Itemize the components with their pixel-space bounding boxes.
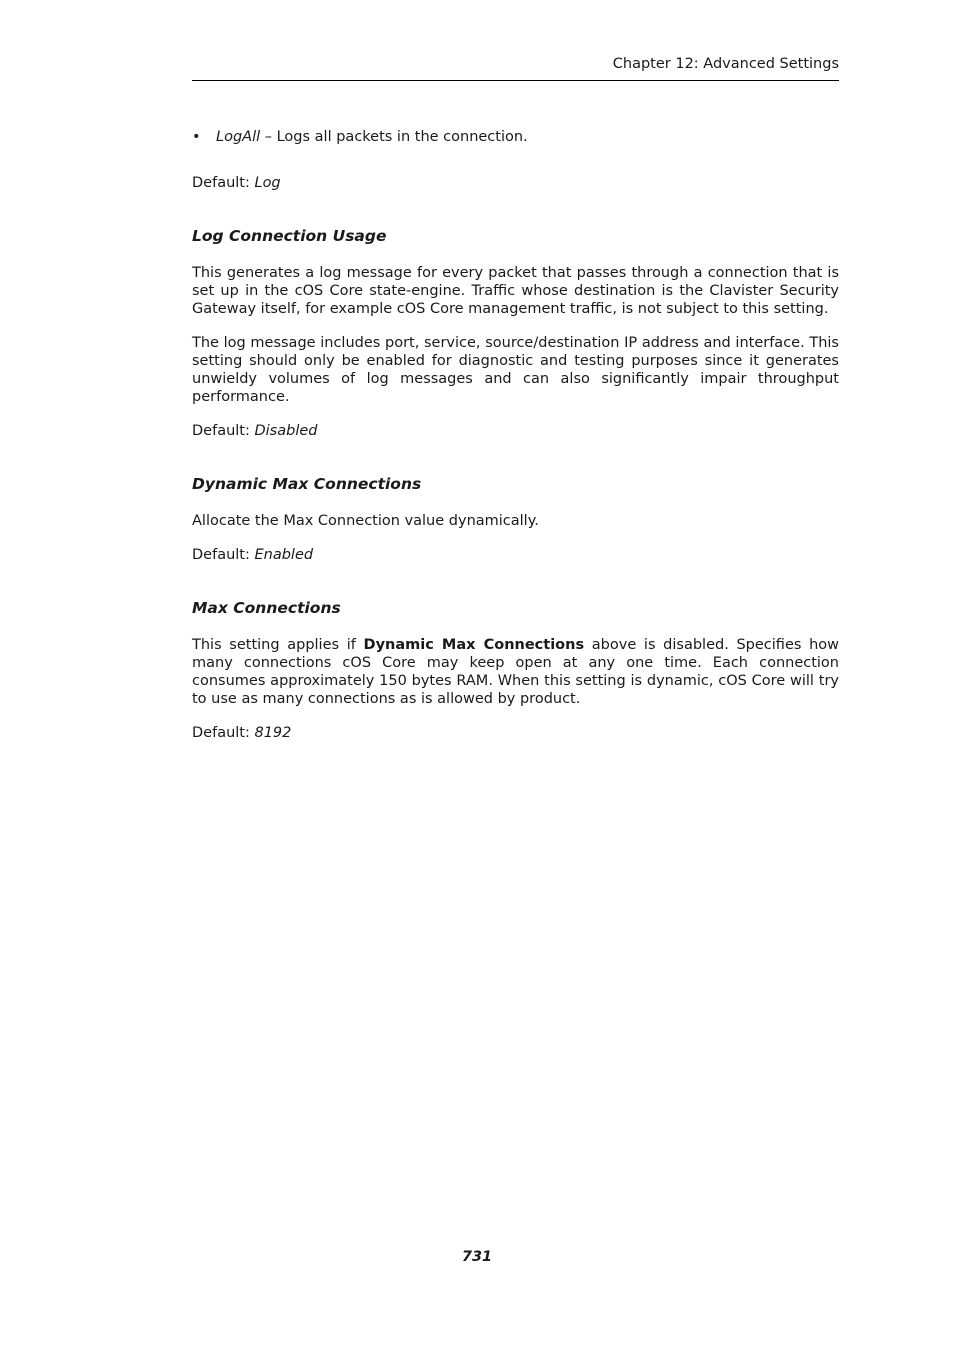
paragraph: This generates a log message for every packet that passes through a connection that is set up in the cOS Core state-engine. Traffic whose destination is the Clavister Security Gateway itself, for example cOS Core management traffic, is not subject to this setting. — [192, 265, 839, 317]
bullet-icon: • — [192, 129, 201, 145]
page-number: 731 — [461, 1249, 493, 1265]
list-item — [192, 128, 839, 146]
section-heading-log-connection-usage: Log Connection Usage — [192, 227, 387, 245]
page-header — [192, 54, 839, 81]
default-label: Default: — [192, 175, 255, 191]
default-disabled — [192, 422, 839, 440]
paragraph: Allocate the Max Connection value dynamically. — [192, 513, 539, 529]
default-enabled — [192, 546, 839, 564]
default-label: Default: — [192, 547, 255, 563]
setting-name: Dynamic Max Connections — [363, 637, 585, 653]
section-heading-max-connections: Max Connections — [192, 599, 341, 617]
chapter-title: Chapter 12: Advanced Settings — [612, 56, 839, 72]
section-heading-dynamic-max-connections: Dynamic Max Connections — [192, 475, 422, 493]
default-8192 — [192, 724, 839, 742]
default-label: Default: — [192, 725, 255, 741]
paragraph-text: above is disabled. Specifies how many connections cOS Core may keep open at any one time. Each connection consumes approximately 150 bytes RAM. When this setting is dynamic, cOS Core will try to use as many connections as is allowed by product. — [192, 637, 840, 707]
default-label: Default: — [192, 423, 255, 439]
bullet-term: LogAll — [216, 129, 261, 145]
paragraph — [192, 636, 839, 708]
default-value: 8192 — [254, 725, 292, 741]
default-value: Log — [254, 175, 281, 191]
default-value: Enabled — [254, 547, 314, 563]
paragraph: The log message includes port, service, source/destination IP address and interface. This setting should only be enabled for diagnostic and testing purposes since it generates unwieldy volumes of log messages and can also significantly impair throughput performance. — [192, 335, 839, 405]
page-content — [192, 128, 839, 776]
default-log — [192, 174, 839, 192]
default-value: Disabled — [254, 423, 318, 439]
bullet-text: – Logs all packets in the connection. — [260, 129, 528, 145]
paragraph-text: This setting applies if — [192, 637, 364, 653]
